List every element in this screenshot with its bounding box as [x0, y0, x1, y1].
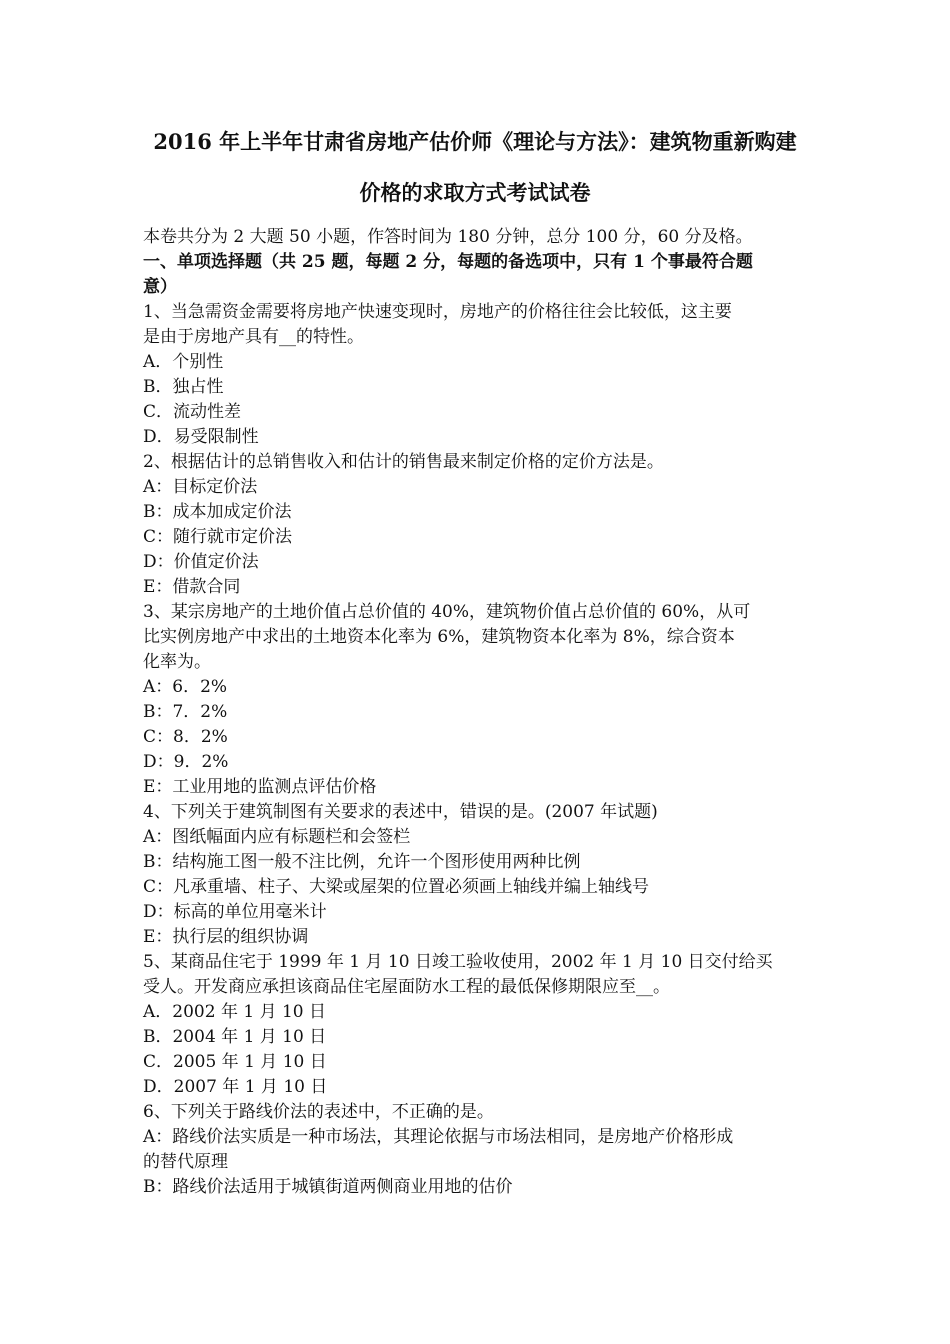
- document-body: [143, 225, 807, 1200]
- answer-option: E：执行层的组织协调: [143, 927, 309, 947]
- question-stem: 3、某宗房地产的土地价值占总价值的 40%，建筑物价值占总价值的 60%，从可: [143, 602, 751, 622]
- answer-option: C：8．2%: [143, 727, 228, 747]
- section-heading-line-1: 一、单项选择题（共 25 题，每题 2 分，每题的备选项中，只有 1 个事最符合题: [143, 252, 753, 272]
- answer-option: D：标高的单位用毫米计: [143, 902, 327, 922]
- answer-option: C．2005 年 1 月 10 日: [143, 1052, 327, 1072]
- answer-option: D：9．2%: [143, 752, 229, 772]
- answer-option: C．流动性差: [143, 402, 242, 422]
- question-stem: 是由于房地产具有__的特性。: [143, 327, 364, 347]
- answer-option: B：路线价法适用于城镇街道两侧商业用地的估价: [143, 1177, 513, 1197]
- answer-option: B：结构施工图一般不注比例，允许一个图形使用两种比例: [143, 852, 581, 872]
- question-stem: 6、下列关于路线价法的表述中，不正确的是。: [143, 1102, 494, 1122]
- question-4: [143, 800, 807, 950]
- question-5: [143, 950, 807, 1100]
- question-stem: 1、当急需资金需要将房地产快速变现时，房地产的价格往往会比较低，这主要: [143, 302, 732, 322]
- document-title-line-1: 2016 年上半年甘肃省房地产估价师《理论与方法》：建筑物重新购建: [153, 129, 797, 154]
- answer-option: A：6．2%: [143, 677, 228, 697]
- question-2: [143, 450, 807, 600]
- question-3: [143, 600, 807, 800]
- answer-option: C：随行就市定价法: [143, 527, 293, 547]
- answer-option: A：图纸幅面内应有标题栏和会签栏: [143, 827, 411, 847]
- exam-intro: 本卷共分为 2 大题 50 小题，作答时间为 180 分钟，总分 100 分，60 分及格。: [143, 227, 753, 247]
- answer-option: D．易受限制性: [143, 427, 259, 447]
- answer-option: C：凡承重墙、柱子、大梁或屋架的位置必须画上轴线并编上轴线号: [143, 877, 650, 897]
- question-6: [143, 1100, 807, 1200]
- answer-option: A：目标定价法: [143, 477, 258, 497]
- answer-option: E：借款合同: [143, 577, 241, 597]
- answer-option: D．2007 年 1 月 10 日: [143, 1077, 328, 1097]
- answer-option: A．2002 年 1 月 10 日: [143, 1002, 327, 1022]
- answer-option: D：价值定价法: [143, 552, 259, 572]
- answer-option: A：路线价法实质是一种市场法，其理论依据与市场法相同，是房地产价格形成: [143, 1127, 734, 1147]
- answer-option: B．2004 年 1 月 10 日: [143, 1027, 327, 1047]
- answer-option: B：成本加成定价法: [143, 502, 292, 522]
- question-stem: 4、下列关于建筑制图有关要求的表述中，错误的是。(2007 年试题): [143, 802, 658, 822]
- question-stem: 受人。开发商应承担该商品住宅屋面防水工程的最低保修期限应至__。: [143, 977, 670, 997]
- section-heading-line-2: 意）: [143, 277, 177, 297]
- answer-option: B：7．2%: [143, 702, 228, 722]
- question-1: [143, 300, 807, 450]
- document-title-line-2: 价格的求取方式考试试卷: [359, 180, 591, 205]
- question-stem: 2、根据估计的总销售收入和估计的销售最来制定价格的定价方法是。: [143, 452, 664, 472]
- question-stem: 比实例房地产中求出的土地资本化率为 6%，建筑物资本化率为 8%，综合资本: [143, 627, 735, 647]
- question-stem: 5、某商品住宅于 1999 年 1 月 10 日竣工验收使用，2002 年 1 月 10 日交付给买: [143, 952, 773, 972]
- answer-option: 的替代原理: [143, 1152, 228, 1172]
- answer-option: A．个别性: [143, 352, 224, 372]
- question-stem: 化率为。: [143, 652, 211, 672]
- answer-option: B．独占性: [143, 377, 224, 397]
- answer-option: E：工业用地的监测点评估价格: [143, 777, 377, 797]
